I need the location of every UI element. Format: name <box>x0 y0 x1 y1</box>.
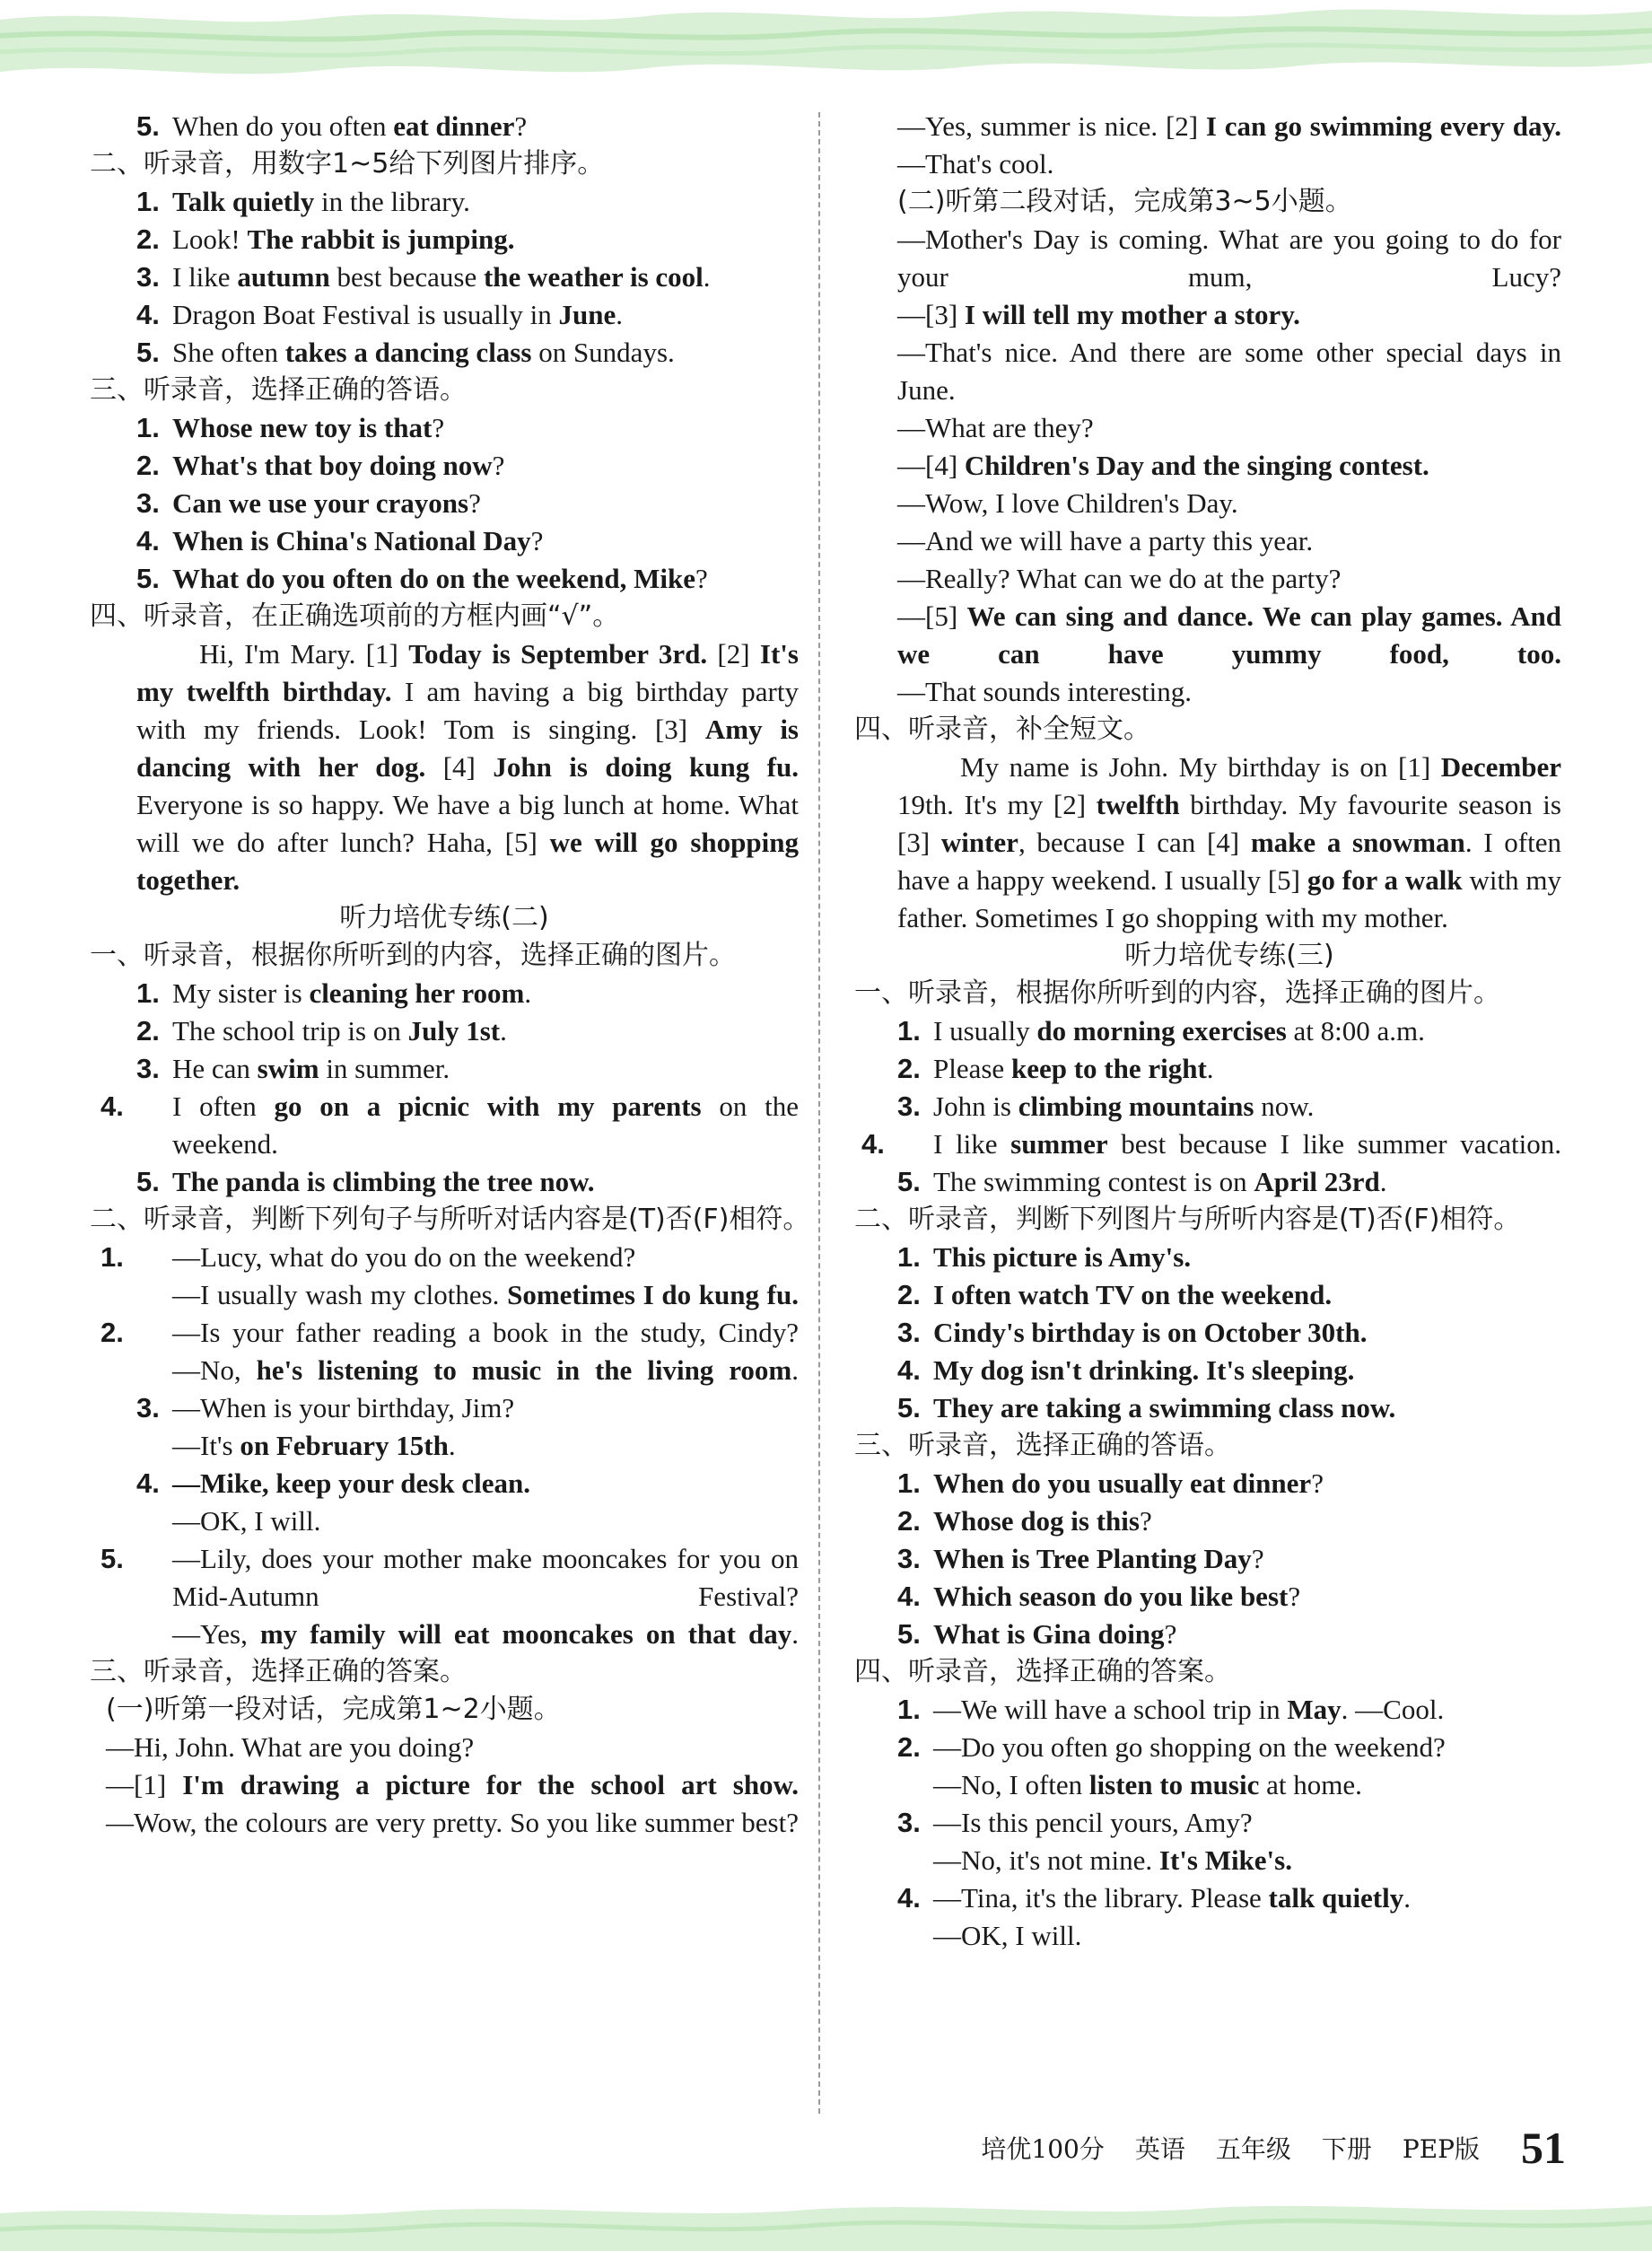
list-item: 1. This picture is Amy's. <box>897 1241 1192 1273</box>
list-item: 1. My sister is cleaning her room. <box>136 977 532 1009</box>
section-heading: 一、听录音，根据你所听到的内容，选择正确的图片。 <box>854 977 1500 1009</box>
section-heading: 一、听录音，根据你所听到的内容，选择正确的图片。 <box>90 940 736 971</box>
dialogue-line: —Wow, the colours are very pretty. So you like summer best? <box>106 1807 799 1838</box>
top-decorative-band <box>0 0 1652 83</box>
list-item: 4. I like summer best because I like summer vacation. <box>861 1128 1561 1160</box>
dialogue-line: —Yes, my family will eat mooncakes on that day. <box>172 1618 799 1650</box>
list-item: 3. Can we use your crayons? <box>136 487 481 519</box>
list-item: 4. Which season do you like best? <box>897 1581 1301 1612</box>
dialogue-line: —[5] We can sing and dance. We can play games. And we can have yummy food, too. <box>897 600 1561 670</box>
dialogue-line: —Hi, John. What are you doing? <box>106 1731 475 1763</box>
section-heading: 四、听录音，补全短文。 <box>854 714 1150 745</box>
list-item: 3. —When is your birthday, Jim? <box>136 1392 515 1423</box>
list-item: 3. John is climbing mountains now. <box>897 1090 1315 1122</box>
list-item: 3. He can swim in summer. <box>136 1053 450 1084</box>
list-item: 5. They are taking a swimming class now. <box>897 1392 1396 1423</box>
section-title: 听力培优专练(三) <box>1124 940 1334 971</box>
dialogue-line: —Yes, summer is nice. [2] I can go swimming every day. <box>897 110 1561 142</box>
list-item: 3. I like autumn best because the weather is cool. <box>136 261 711 293</box>
list-item: 1. Talk quietly in the library. <box>136 186 470 217</box>
list-item: 5. She often takes a dancing class on Sundays. <box>136 337 675 368</box>
dialogue-line: —That's cool. <box>897 148 1054 180</box>
section-heading: 二、听录音，用数字1~5给下列图片排序。 <box>90 148 605 180</box>
passage: My name is John. My birthday is on [1] December 19th. It's my [2] twelfth birthday. My favourite season is [3] winter, because I can [4] make a snowman. I often have a happy weekend. I usually [5] go for a walk with my father. Sometimes I go shopping with my mother. <box>897 751 1562 933</box>
section-title: 听力培优专练(二) <box>339 902 549 933</box>
dialogue-line: —Wow, I love Children's Day. <box>897 487 1238 519</box>
page-number: 51 <box>1521 2123 1566 2173</box>
passage: Hi, I'm Mary. [1] Today is September 3rd. [2] It's my twelfth birthday. I am having a big birthday party with my friends. Look! Tom is singing. [3] Amy is dancing with her dog. [4] John is doing kung fu. Everyone is so happy. We have a big lunch at home. What will we do after lunch? Haha, [5] we will go shopping together. <box>136 638 799 896</box>
dialogue-line: —[1] I'm drawing a picture for the school art show. <box>106 1769 799 1800</box>
list-item: 4. When is China's National Day? <box>136 525 544 556</box>
list-item: 3. When is Tree Planting Day? <box>897 1543 1264 1574</box>
list-item: 5. What do you often do on the weekend, Mike? <box>136 563 708 594</box>
list-item: 4. —Mike, keep your desk clean. <box>136 1467 530 1499</box>
dialogue-line: —That's nice. And there are some other special days in June. <box>897 337 1561 406</box>
section-heading: 三、听录音，选择正确的答语。 <box>90 374 467 406</box>
right-column <box>854 108 1562 1955</box>
section-heading: 二、听录音，判断下列句子与所听对话内容是(T)否(F)相符。 <box>90 1204 810 1235</box>
dialogue-line: —It's on February 15th. <box>172 1430 456 1461</box>
list-item: 2. The school trip is on July 1st. <box>136 1015 507 1047</box>
list-item: 1. —We will have a school trip in May. —Cool. <box>897 1694 1445 1725</box>
list-item: 5. The panda is climbing the tree now. <box>136 1166 595 1197</box>
subsection-heading: (二)听第二段对话，完成第3~5小题。 <box>897 186 1352 217</box>
list-item: 4. Dragon Boat Festival is usually in June. <box>136 299 624 330</box>
list-item: 2. I often watch TV on the weekend. <box>897 1279 1333 1310</box>
list-item: 2. Whose dog is this? <box>897 1505 1152 1537</box>
list-item: 4. My dog isn't drinking. It's sleeping. <box>897 1354 1355 1386</box>
section-heading: 二、听录音，判断下列图片与所听内容是(T)否(F)相符。 <box>854 1204 1521 1235</box>
dialogue-line: —No, I often listen to music at home. <box>933 1769 1362 1800</box>
dialogue-line: —[4] Children's Day and the singing contest. <box>897 450 1429 481</box>
list-item: 5. —Lily, does your mother make mooncakes for you on Mid-Autumn Festival? <box>101 1543 799 1612</box>
list-item: 1. When do you usually eat dinner? <box>897 1467 1324 1499</box>
dialogue-line: —And we will have a party this year. <box>897 525 1314 556</box>
dialogue-line: —No, he's listening to music in the living room. <box>172 1354 799 1386</box>
column-divider <box>818 112 820 2114</box>
list-item: 1. Whose new toy is that? <box>136 412 445 443</box>
list-item: 5. What is Gina doing? <box>897 1618 1177 1650</box>
list-item: 1. —Lucy, what do you do on the weekend? <box>101 1241 636 1273</box>
list-item: 2. Look! The rabbit is jumping. <box>136 223 515 255</box>
list-item: 2. —Is your father reading a book in the study, Cindy? <box>101 1317 799 1348</box>
volume-label: 下册 <box>1321 2134 1372 2164</box>
dialogue-line: —No, it's not mine. It's Mike's. <box>933 1844 1292 1876</box>
list-item: 2. Please keep to the right. <box>897 1053 1214 1084</box>
dialogue-line: —What are they? <box>897 412 1094 443</box>
dialogue-line: —[3] I will tell my mother a story. <box>897 299 1300 330</box>
left-column <box>90 108 810 1842</box>
section-heading: 四、听录音，选择正确的答案。 <box>854 1656 1231 1687</box>
list-item: 5. When do you often eat dinner? <box>136 110 528 142</box>
dialogue-line: —OK, I will. <box>172 1505 321 1537</box>
dialogue-line: —OK, I will. <box>933 1920 1082 1951</box>
grade-label: 五年级 <box>1215 2134 1291 2164</box>
dialogue-line: —Mother's Day is coming. What are you going to do for your mum, Lucy? <box>897 223 1561 293</box>
list-item: 4. I often go on a picnic with my parents on the weekend. <box>101 1090 799 1160</box>
book-series: 培优100分 <box>981 2134 1105 2164</box>
list-item: 1. I usually do morning exercises at 8:00 a.m. <box>897 1015 1425 1047</box>
list-item: 5. The swimming contest is on April 23rd. <box>897 1166 1387 1197</box>
section-heading: 三、听录音，选择正确的答案。 <box>90 1656 467 1687</box>
dialogue-line: —Really? What can we do at the party? <box>897 563 1342 594</box>
section-heading: 四、听录音，在正确选项前的方框内画“√”。 <box>90 600 620 632</box>
list-item: 3. —Is this pencil yours, Amy? <box>897 1807 1253 1838</box>
list-item: 4. —Tina, it's the library. Please talk quietly. <box>897 1882 1411 1914</box>
list-item: 3. Cindy's birthday is on October 30th. <box>897 1317 1368 1348</box>
section-heading: 三、听录音，选择正确的答语。 <box>854 1430 1231 1461</box>
page-footer <box>884 2123 1566 2173</box>
subsection-heading: (一)听第一段对话，完成第1~2小题。 <box>106 1694 561 1725</box>
bottom-decorative-band <box>0 2201 1652 2251</box>
list-item: 2. What's that boy doing now? <box>136 450 505 481</box>
dialogue-line: —That sounds interesting. <box>897 676 1193 707</box>
subject-label: 英语 <box>1134 2134 1185 2164</box>
edition-label: PEP版 <box>1402 2134 1480 2164</box>
dialogue-line: —I usually wash my clothes. Sometimes I do kung fu. <box>172 1279 799 1310</box>
list-item: 2. —Do you often go shopping on the weekend? <box>897 1731 1446 1763</box>
